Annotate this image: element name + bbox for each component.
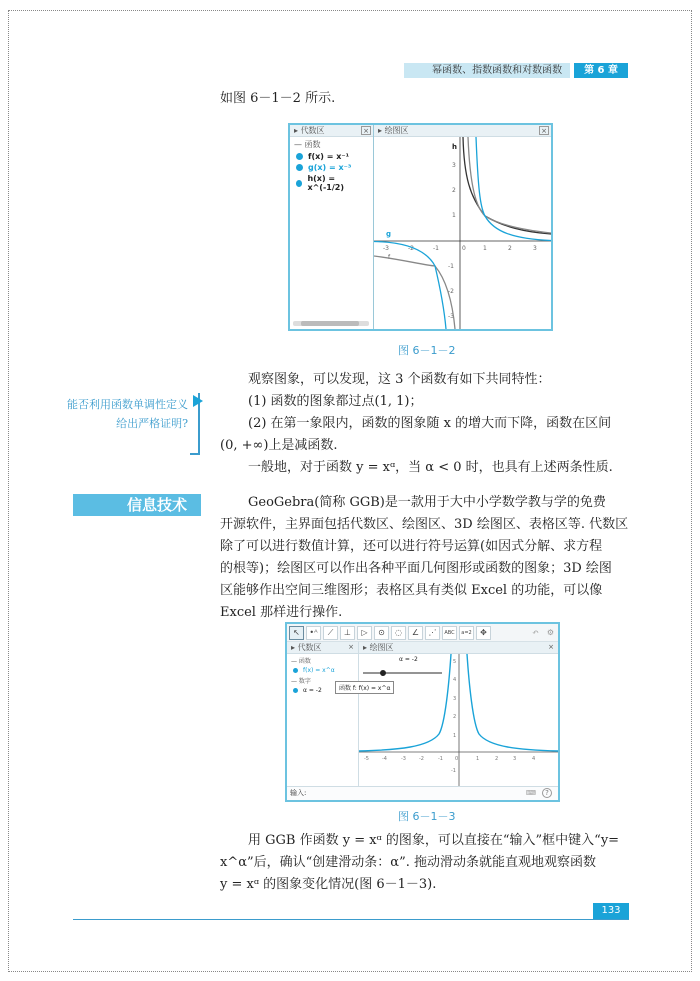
svg-text:2: 2 [452, 187, 456, 194]
svg-text:1: 1 [483, 245, 487, 252]
horizontal-scrollbar[interactable] [293, 321, 369, 326]
algebra-panel [287, 642, 359, 786]
svg-text:0: 0 [462, 245, 466, 252]
info-paragraph-line-3: 除了可以进行数值计算，还可以进行符号运算(如因式分解、求方程 [220, 539, 603, 554]
move-tool-icon[interactable]: ↖ [289, 626, 304, 640]
observation-line-1: 观察图象，可以发现，这 3 个函数有如下共同特性： [248, 372, 551, 387]
group-label: — 函数 [291, 658, 311, 665]
input-label: 输入: [290, 789, 307, 797]
svg-text:-1: -1 [451, 768, 456, 774]
geogebra-figure-2 [285, 622, 560, 802]
function-plot [359, 654, 558, 787]
input-bar[interactable] [287, 786, 558, 800]
chapter-title: 幂函数、指数函数和对数函数 [404, 63, 570, 78]
svg-text:0: 0 [455, 756, 459, 762]
algebra-item-g[interactable] [296, 163, 369, 172]
graphics-panel [359, 642, 558, 786]
item-label: α = -2 [303, 687, 322, 694]
slider-label: α = -2 [399, 656, 418, 663]
flag-icon [193, 395, 203, 407]
scrollbar-thumb[interactable] [301, 321, 359, 326]
move-view-tool-icon[interactable]: ✥ [476, 626, 491, 640]
svg-text:h: h [452, 143, 457, 151]
chapter-badge: 第 6 章 [574, 63, 628, 78]
item-label: h(x) = x^(-1/2) [307, 174, 344, 192]
figure-caption-1: 图 6－1－2 [398, 344, 456, 357]
svg-text:3: 3 [452, 162, 456, 169]
expand-icon[interactable]: ▸ [363, 643, 370, 652]
svg-text:-5: -5 [364, 756, 369, 762]
info-paragraph-line-5: 区能够作出空间三维图形；表格区具有类似 Excel 的功能，可以像 [220, 583, 603, 598]
geogebra-toolbar [287, 624, 558, 642]
algebra-panel-header [290, 125, 373, 137]
close-icon[interactable]: × [361, 126, 371, 135]
circle-three-points-tool-icon[interactable]: ◌ [391, 626, 406, 640]
item-label: f(x) = x^α [303, 667, 335, 674]
svg-text:-2: -2 [448, 288, 454, 295]
visibility-dot-icon[interactable] [293, 688, 298, 693]
group-label: — 函数 [294, 140, 321, 149]
algebra-item-f[interactable] [296, 152, 369, 161]
visibility-dot-icon[interactable] [296, 153, 303, 160]
expand-icon[interactable]: ▸ [291, 643, 298, 652]
svg-text:-3: -3 [383, 245, 389, 252]
svg-text:2: 2 [508, 245, 512, 252]
expand-icon[interactable]: ▸ [378, 126, 385, 135]
graphics-panel [374, 125, 551, 329]
point-tool-icon[interactable]: •ᴬ [306, 626, 321, 640]
figure-caption-2: 图 6－1－3 [398, 810, 456, 823]
svg-text:-1: -1 [438, 756, 443, 762]
svg-text:2: 2 [453, 714, 457, 720]
svg-text:3: 3 [513, 756, 517, 762]
group-label: — 数字 [291, 678, 311, 685]
item-label: g(x) = x⁻³ [308, 163, 352, 172]
final-paragraph-line-2: x^α”后，确认“创建滑动条：α”. 拖动滑动条就能直观地观察函数 [220, 855, 596, 870]
line-tool-icon[interactable]: ⟋ [323, 626, 338, 640]
svg-text:2: 2 [495, 756, 499, 762]
svg-text:-1: -1 [433, 245, 439, 252]
svg-text:-4: -4 [382, 756, 387, 762]
function-tooltip: 函数 f: f(x) = x^α [335, 681, 394, 694]
observation-line-3: (2) 在第一象限内，函数的图象随 x 的增大而下降，函数在区间 [248, 416, 612, 431]
text-tool-icon[interactable]: ABC [442, 626, 457, 640]
help-icon[interactable]: ? [542, 788, 552, 798]
graphics-panel-header [359, 642, 558, 654]
observation-line-2: (1) 函数的图象都过点(1, 1)； [248, 394, 423, 409]
keyboard-icon[interactable]: ⌨ [525, 789, 536, 797]
algebra-panel-title: 代数区 [297, 643, 322, 652]
svg-text:3: 3 [453, 696, 457, 702]
svg-text:-3: -3 [448, 313, 454, 320]
svg-text:-2: -2 [419, 756, 424, 762]
svg-text:f: f [388, 254, 391, 261]
slider-tool-icon[interactable]: a=2 [459, 626, 474, 640]
running-header [404, 63, 628, 78]
graphics-panel-title: 绘图区 [384, 126, 409, 135]
svg-text:1: 1 [452, 212, 456, 219]
close-icon[interactable]: × [548, 643, 554, 651]
close-icon[interactable]: × [348, 643, 354, 651]
close-icon[interactable]: × [539, 126, 549, 135]
algebra-item-f[interactable] [293, 667, 354, 674]
svg-text:1: 1 [476, 756, 480, 762]
footer-rule [73, 919, 629, 920]
graphics-panel-title: 绘图区 [369, 643, 394, 652]
algebra-panel-title: 代数区 [300, 126, 325, 135]
algebra-item-h[interactable] [296, 174, 369, 192]
algebra-list [290, 137, 373, 196]
expand-icon[interactable]: ▸ [294, 126, 301, 135]
info-tech-badge: 信息技术 [73, 494, 201, 516]
final-paragraph-line-1: 用 GGB 作函数 y = xᵅ 的图象，可以直接在“输入”框中键入“y= [248, 833, 620, 848]
info-paragraph-line-6: Excel 那样进行操作. [220, 605, 343, 620]
svg-text:4: 4 [453, 677, 457, 683]
reflect-tool-icon[interactable]: ⋰ [425, 626, 440, 640]
algebra-panel-header [287, 642, 358, 654]
observation-line-4: (0, +∞)上是减函数. [220, 438, 338, 453]
final-paragraph-line-3: y = xᵅ 的图象变化情况(图 6－1－3). [220, 877, 437, 892]
visibility-dot-icon[interactable] [296, 164, 303, 171]
graphics-panel-header [374, 125, 551, 137]
observation-line-5: 一般地，对于函数 y = xᵅ，当 α < 0 时，也具有上述两条性质. [248, 460, 613, 475]
slider-handle[interactable] [380, 670, 386, 676]
info-paragraph-line-2: 开源软件，主界面包括代数区、绘图区、3D 绘图区、表格区等. 代数区 [220, 517, 629, 532]
algebra-panel [290, 125, 374, 329]
visibility-dot-icon[interactable] [293, 668, 298, 673]
svg-text:3: 3 [533, 245, 537, 252]
info-paragraph-line-4: 的根等)；绘图区可以作出各种平面几何图形或函数的图象；3D 绘图 [220, 561, 612, 576]
svg-text:5: 5 [453, 659, 457, 665]
angle-tool-icon[interactable]: ∠ [408, 626, 423, 640]
settings-gear-icon[interactable]: ⚙ [546, 628, 554, 637]
visibility-dot-icon[interactable] [296, 180, 302, 187]
svg-text:g: g [386, 230, 392, 238]
polygon-tool-icon[interactable]: ▷ [357, 626, 372, 640]
svg-text:1: 1 [453, 733, 457, 739]
svg-text:-2: -2 [408, 245, 414, 252]
svg-text:-3: -3 [401, 756, 406, 762]
perpendicular-tool-icon[interactable]: ⊥ [340, 626, 355, 640]
function-plot [374, 137, 551, 329]
geogebra-figure-1 [288, 123, 553, 331]
intro-line: 如图 6－1－2 所示. [220, 91, 336, 106]
item-label: f(x) = x⁻¹ [308, 152, 350, 161]
svg-text:4: 4 [532, 756, 536, 762]
circle-tool-icon[interactable]: ⊙ [374, 626, 389, 640]
side-note: 能否利用函数单调性定义给出严格证明? [67, 398, 188, 430]
svg-text:-1: -1 [448, 263, 454, 270]
page-number: 133 [593, 903, 629, 919]
info-paragraph-line-1: GeoGebra(简称 GGB)是一款用于大中小学数学教与学的免费 [248, 495, 606, 510]
undo-icon[interactable]: ↶ [532, 628, 539, 637]
